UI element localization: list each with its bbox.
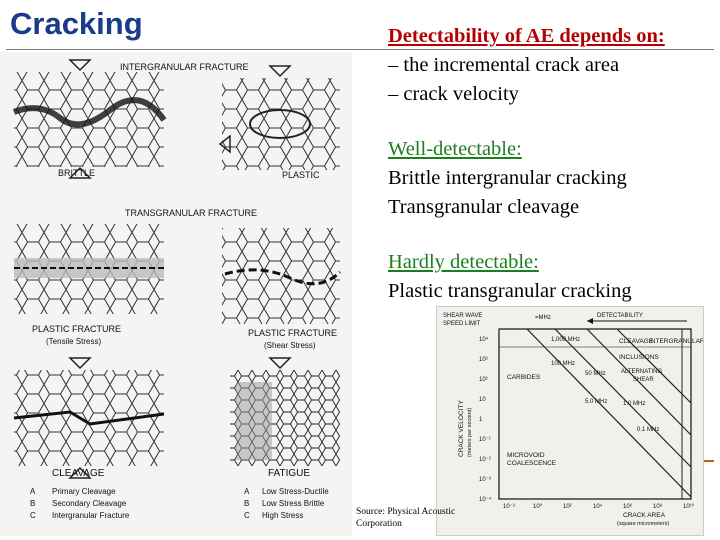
fatigue-legend-a-key: A — [244, 487, 250, 496]
plastic-label: PLASTIC — [282, 170, 320, 180]
plot-frame — [499, 329, 691, 499]
cleavage-legend-c-key: C — [30, 511, 36, 520]
x-tick-label: 10⁸ — [653, 504, 663, 510]
chart-ylabel-units: (meters per second) — [467, 407, 473, 457]
y-tick-label: 10³ — [479, 357, 488, 363]
fracture-modes-figure — [0, 52, 352, 536]
x-tick-label: 10¹⁰ — [683, 504, 695, 510]
mhz-label: =MHz — [535, 315, 551, 321]
x-tick-label: 10⁻² — [503, 504, 515, 510]
y-tick-label: 10⁻¹ — [479, 437, 491, 443]
chart-microvoid-label: MICROVOID — [507, 452, 545, 459]
text-block — [388, 22, 714, 306]
fatigue-legend — [244, 487, 329, 520]
fatigue-label: FATIGUE — [268, 468, 311, 479]
transgranular-tensile-diagram — [14, 224, 164, 314]
well-item-2: Transgranular cleavage — [388, 196, 580, 218]
detectability-label: DETECTABILITY — [597, 313, 643, 319]
tensile-stress-label: (Tensile Stress) — [46, 337, 102, 346]
mhz-5-label: 5.0 MHz — [585, 399, 608, 405]
spacer — [388, 222, 714, 248]
spacer — [388, 109, 714, 135]
cleavage-legend-a-key: A — [30, 487, 36, 496]
chart-xlabel: CRACK AREA — [623, 512, 665, 519]
y-tick-label: 10⁴ — [479, 337, 489, 343]
chart-xlabel-units: (square micrometers) — [617, 521, 670, 527]
plastic-fracture-shear-label: PLASTIC FRACTURE — [248, 328, 338, 338]
x-tick-label: 10² — [563, 504, 572, 510]
fatigue-diagram — [230, 358, 340, 466]
mhz-0.1-label: 0.1 MHz — [637, 427, 660, 433]
cleavage-label: CLEAVAGE — [52, 468, 105, 479]
y-tick-label: 10 — [479, 397, 486, 403]
y-tick-label: 10² — [479, 377, 488, 383]
chart-cleavage-label: CLEAVAGE — [619, 338, 654, 345]
chart-shear-label: SHEAR — [633, 377, 654, 383]
chart-coalescence-label: COALESCENCE — [507, 460, 557, 467]
mhz-100-label: 100 MHz — [551, 361, 576, 367]
cleavage-diagram — [14, 358, 164, 478]
cleavage-legend-c-text: Intergranular Fracture — [52, 511, 130, 520]
plastic-intergranular-diagram — [220, 66, 340, 170]
y-tick-label: 10⁻⁴ — [479, 497, 492, 503]
fatigue-legend-b-text: Low Stress Brittle — [262, 499, 325, 508]
shear-stress-label: (Shear Stress) — [264, 341, 316, 350]
bullet-crack-velocity: – crack velocity — [388, 83, 519, 105]
y-tick-label: 10⁻² — [479, 457, 491, 463]
chart-ylabel: CRACK VELOCITY — [458, 400, 465, 457]
intergranular-label: INTERGRANULAR FRACTURE — [120, 62, 249, 72]
brittle-intergranular-diagram — [14, 60, 164, 178]
y-tick-label: 10⁻³ — [479, 477, 491, 483]
chart-intergranular-label: INTERGRANULAR — [649, 338, 703, 345]
chart-carbides-label: CARBIDES — [507, 374, 541, 381]
cleavage-legend-b-key: B — [30, 499, 36, 508]
detectability-arrow-head — [587, 318, 593, 324]
well-item-1: Brittle intergranular cracking — [388, 167, 627, 189]
diagonal-bands — [527, 329, 691, 499]
mhz-1000-label: 1,000 MHz — [551, 337, 581, 343]
cleavage-legend — [30, 487, 130, 520]
bullet-crack-area: – the incremental crack area — [388, 54, 620, 76]
transgranular-shear-diagram — [222, 228, 340, 324]
x-tick-label: 10⁰ — [533, 504, 543, 510]
hardly-detectable-heading: Hardly detectable: — [388, 251, 539, 273]
plastic-fracture-tensile-label: PLASTIC FRACTURE — [32, 324, 122, 334]
shear-wave-label: SHEAR WAVE — [443, 313, 483, 319]
detectability-heading: Detectability of AE depends on: — [388, 25, 665, 47]
y-tick-label: 1 — [479, 417, 483, 423]
brittle-label: BRITTLE — [58, 168, 96, 178]
crack-velocity-chart — [436, 306, 704, 536]
transgranular-label: TRANSGRANULAR FRACTURE — [125, 208, 258, 218]
well-detectable-heading: Well-detectable: — [388, 138, 522, 160]
page-title: Cracking — [10, 6, 143, 41]
chart-alternating-label: ALTERNATING — [621, 369, 663, 375]
source-caption: Source: Physical Acoustic Corporation — [356, 507, 456, 529]
fatigue-legend-a-text: Low Stress-Ductile — [262, 487, 329, 496]
cleavage-legend-a-text: Primary Cleavage — [52, 487, 116, 496]
y-tick-labels — [479, 336, 492, 503]
speed-limit-label: SPEED LIMIT — [443, 321, 481, 327]
fatigue-legend-c-text: High Stress — [262, 511, 304, 520]
chart-inclusions-label: INCLUSIONS — [619, 354, 659, 361]
fatigue-legend-b-key: B — [244, 499, 250, 508]
mhz-1-label: 1.0 MHz — [623, 401, 646, 407]
mhz-50-label: 50 MHz — [585, 371, 606, 377]
cleavage-legend-b-text: Secondary Cleavage — [52, 499, 127, 508]
x-tick-labels — [503, 503, 695, 510]
hard-item-1: Plastic transgranular cracking — [388, 280, 632, 302]
x-tick-label: 10⁴ — [593, 504, 603, 510]
x-tick-label: 10⁶ — [623, 504, 633, 510]
fatigue-legend-c-key: C — [244, 511, 250, 520]
